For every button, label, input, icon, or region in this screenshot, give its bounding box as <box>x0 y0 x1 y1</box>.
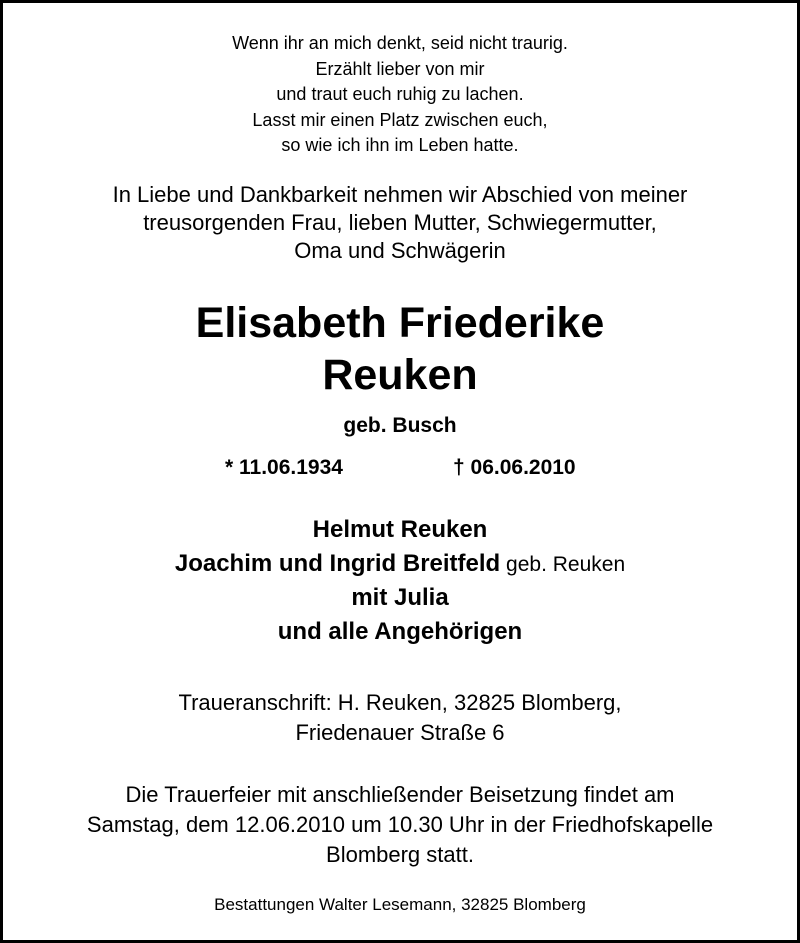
intro-line: treusorgenden Frau, lieben Mutter, Schwiegermutter, <box>143 210 657 235</box>
ceremony-line: Blomberg statt. <box>326 842 474 867</box>
mourner-line: Helmut Reuken <box>312 516 488 543</box>
poem-line: so wie ich ihn im Leben hatte. <box>281 135 519 155</box>
mourner-names: Joachim und Ingrid Breitfeld <box>174 549 501 577</box>
ceremony-line: Die Trauerfeier mit anschließender Beisetzung findet am <box>125 782 675 807</box>
mourner-line: und alle Angehörigen <box>277 617 523 645</box>
ceremony-info <box>3 780 797 870</box>
poem <box>3 31 797 159</box>
undertaker-text: Bestattungen Walter Lesemann, 32825 Blomberg <box>214 895 586 914</box>
poem-line: und traut euch ruhig zu lachen. <box>276 84 524 104</box>
poem-line: Erzählt lieber von mir <box>315 58 485 79</box>
mourner-maiden-name: geb. Reuken <box>500 552 626 576</box>
birth-date: * 11.06.1934 <box>225 456 343 479</box>
mourner-line <box>3 547 797 582</box>
farewell-intro <box>3 181 797 265</box>
deceased-first-names: Elisabeth Friederike <box>195 299 605 347</box>
mourners-list <box>3 513 797 648</box>
intro-line: Oma und Schwägerin <box>294 238 506 263</box>
mourning-address <box>3 688 797 748</box>
address-line: Friedenauer Straße 6 <box>295 720 505 745</box>
address-line: Traueranschrift: H. Reuken, 32825 Blomberg, <box>178 690 622 715</box>
death-date: † 06.06.2010 <box>453 456 576 479</box>
poem-line: Lasst mir einen Platz zwischen euch, <box>252 109 548 130</box>
mourner-line: mit Julia <box>351 584 449 611</box>
undertaker <box>3 893 797 917</box>
deceased-name <box>3 297 797 401</box>
intro-line: In Liebe und Dankbarkeit nehmen wir Abschied von meiner <box>112 182 688 207</box>
birth-name-text: geb. Busch <box>343 414 457 437</box>
poem-line: Wenn ihr an mich denkt, seid nicht traurig. <box>232 33 568 53</box>
deceased-surname: Reuken <box>322 351 478 399</box>
ceremony-line: Samstag, dem 12.06.2010 um 10.30 Uhr in der Friedhofskapelle <box>86 812 714 837</box>
birth-name <box>3 412 797 440</box>
